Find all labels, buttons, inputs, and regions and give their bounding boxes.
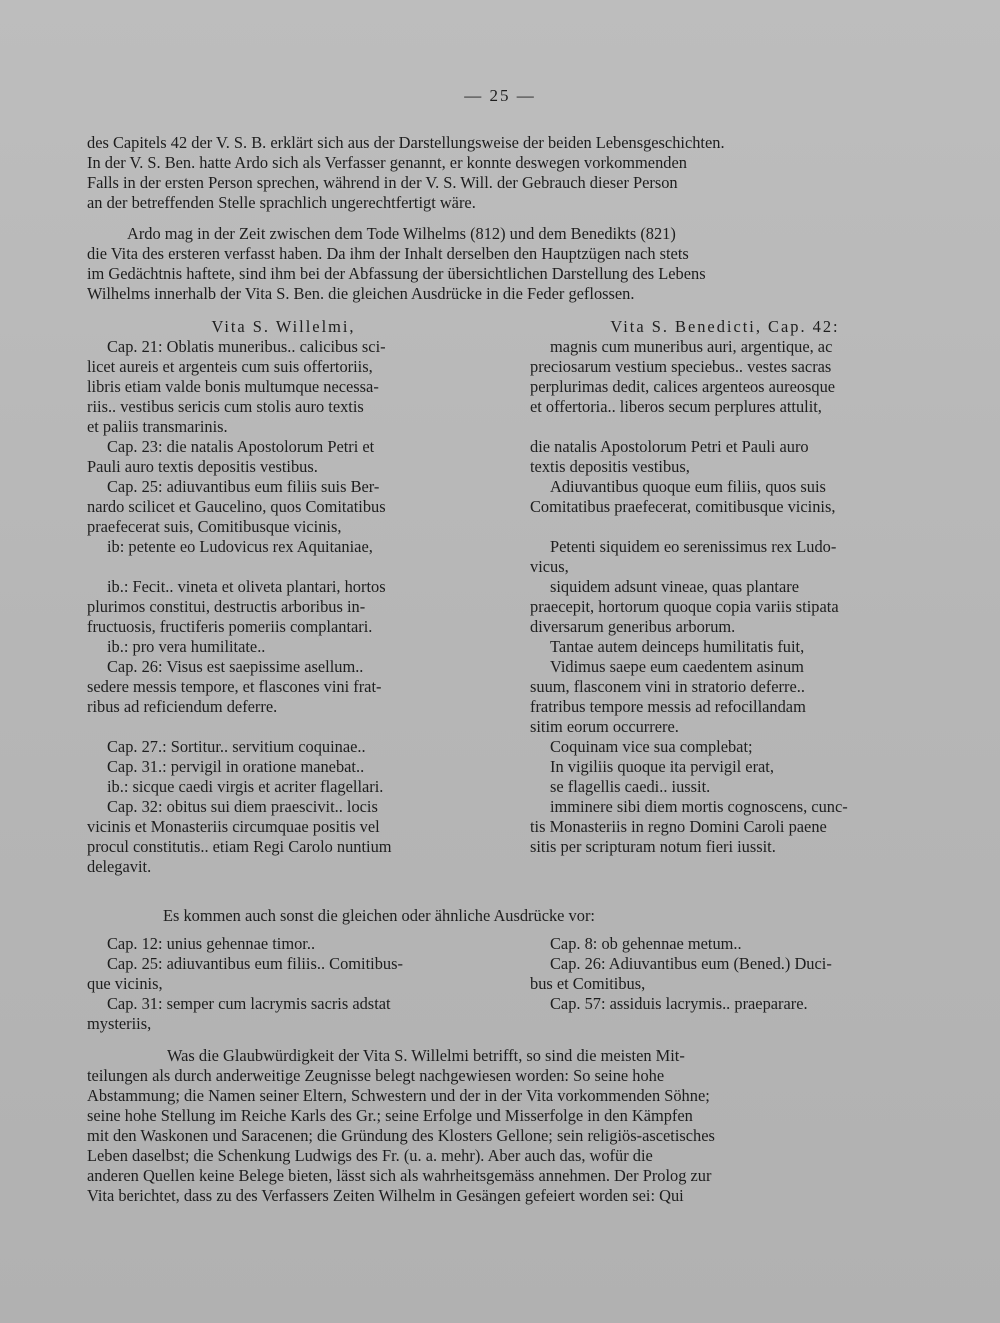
text-line: mit den Waskonen und Saracenen; die Gründung des Klosters Gellone; sein religiös-ascetisches xyxy=(87,1126,715,1145)
text-line: Adiuvantibus quoque eum filiis, quos suis xyxy=(550,477,826,496)
text-line: ib.: Fecit.. vineta et oliveta plantari, hortos xyxy=(107,577,386,596)
text-line: Cap. 27.: Sortitur.. servitium coquinae.. xyxy=(107,737,366,756)
text-line: ib.: sicque caedi virgis et acriter flagellari. xyxy=(107,777,384,796)
intro-paragraph-1 xyxy=(87,133,921,213)
blank-line xyxy=(87,557,480,577)
text-line: riis.. vestibus sericis cum stolis auro textis xyxy=(87,397,364,416)
transition-sentence: Es kommen auch sonst die gleichen oder ähnliche Ausdrücke vor: xyxy=(163,906,595,925)
text-line: plurimos constitui, destructis arboribus in- xyxy=(87,597,366,616)
text-line: fructuosis, fructiferis pomeriis complantari. xyxy=(87,617,373,636)
blank-line xyxy=(530,517,920,537)
text-line: Cap. 8: ob gehennae metum.. xyxy=(550,934,742,953)
text-line: licet aureis et argenteis cum suis offertoriis, xyxy=(87,357,373,376)
text-line: nardo scilicet et Gaucelino, quos Comitatibus xyxy=(87,497,386,516)
text-line: sitim eorum occurrere. xyxy=(530,717,679,736)
text-line: Abstammung; die Namen seiner Eltern, Schwestern und der in der Vita vorkommenden Söhne; xyxy=(87,1086,710,1105)
text-line: Was die Glaubwürdigkeit der Vita S. Willelmi betrifft, so sind die meisten Mit- xyxy=(167,1046,685,1065)
left-column-heading: Vita S. Willelmi, xyxy=(211,317,356,336)
right-column-vita-benedicti xyxy=(530,317,920,857)
text-line: Leben daselbst; die Schenkung Ludwigs des Fr. (u. a. mehr). Aber auch das, wofür die xyxy=(87,1146,653,1165)
text-line: ribus ad reficiendum deferre. xyxy=(87,697,278,716)
text-line: die Vita des ersteren verfasst haben. Da ihm der Inhalt derselben den Hauptzügen nach stets xyxy=(87,244,689,263)
text-line: diversarum generibus arborum. xyxy=(530,617,736,636)
text-line: Cap. 25: adiuvantibus eum filiis suis Ber- xyxy=(107,477,380,496)
text-line: teilungen als durch anderweitige Zeugnisse belegt nachgewiesen worden: So seine hohe xyxy=(87,1066,665,1085)
right-column-heading: Vita S. Benedicti, Cap. 42: xyxy=(610,317,840,336)
text-line: ib.: pro vera humilitate.. xyxy=(107,637,266,656)
text-line: anderen Quellen keine Belege bieten, lässt sich als wahrheitsgemäss annehmen. Der Prolog zur xyxy=(87,1166,712,1185)
text-line: seine hohe Stellung im Reiche Karls des Gr.; seine Erfolge und Misserfolge in den Kämpfen xyxy=(87,1106,693,1125)
text-line: Falls in der ersten Person sprechen, während in der V. S. Will. der Gebrauch dieser Person xyxy=(87,173,678,192)
text-line: die natalis Apostolorum Petri et Pauli auro xyxy=(530,437,809,456)
text-line: sitis per scripturam notum fieri iussit. xyxy=(530,837,776,856)
text-line: Vita berichtet, dass zu des Verfassers Zeiten Wilhelm in Gesängen gefeiert worden sei: Qui xyxy=(87,1186,684,1205)
text-line: des Capitels 42 der V. S. B. erklärt sich aus der Darstellungsweise der beiden Lebensgeschichten. xyxy=(87,133,725,152)
intro-paragraph-2 xyxy=(87,224,921,304)
text-line: an der betreffenden Stelle sprachlich ungerechtfertigt wäre. xyxy=(87,193,476,212)
text-line: Cap. 32: obitus sui diem praescivit.. locis xyxy=(107,797,378,816)
text-line: im Gedächtnis haftete, sind ihm bei der Abfassung der übersichtlichen Darstellung des Lebens xyxy=(87,264,706,283)
text-line: ib: petente eo Ludovicus rex Aquitaniae, xyxy=(107,537,373,556)
text-line: delegavit. xyxy=(87,857,152,876)
right-extra-citations xyxy=(530,934,920,1014)
text-line: magnis cum muneribus auri, argentique, ac xyxy=(550,337,833,356)
blank-line xyxy=(530,417,920,437)
text-line: bus et Comitibus, xyxy=(530,974,646,993)
text-line: Cap. 31.: pervigil in oratione manebat.. xyxy=(107,757,365,776)
text-line: praefecerat suis, Comitibusque vicinis, xyxy=(87,517,342,536)
text-line: fratribus tempore messis ad refocillandam xyxy=(530,697,806,716)
text-line: textis depositis vestibus, xyxy=(530,457,690,476)
text-line: Comitatibus praefecerat, comitibusque vicinis, xyxy=(530,497,836,516)
text-line: et offertoria.. liberos secum perplures attulit, xyxy=(530,397,822,416)
text-line: sedere messis tempore, et flascones vini frat- xyxy=(87,677,382,696)
page-number: — 25 — xyxy=(464,86,536,105)
text-line: imminere sibi diem mortis cognoscens, cunc- xyxy=(550,797,848,816)
blank-line xyxy=(87,717,480,737)
text-line: tis Monasteriis in regno Domini Caroli paene xyxy=(530,817,827,836)
text-line: suum, flasconem vini in stratorio deferre.. xyxy=(530,677,805,696)
text-line: Cap. 57: assiduis lacrymis.. praeparare. xyxy=(550,994,808,1013)
left-extra-citations xyxy=(87,934,480,1034)
text-line: Wilhelms innerhalb der Vita S. Ben. die gleichen Ausdrücke in die Feder geflossen. xyxy=(87,284,635,303)
text-line: Petenti siquidem eo serenissimus rex Ludo- xyxy=(550,537,837,556)
text-line: In vigiliis quoque ita pervigil erat, xyxy=(550,757,774,776)
text-line: et paliis transmarinis. xyxy=(87,417,228,436)
text-line: se flagellis caedi.. iussit. xyxy=(550,777,711,796)
left-column-vita-willelmi xyxy=(87,317,480,877)
text-line: siquidem adsunt vineae, quas plantare xyxy=(550,577,799,596)
text-line: Cap. 25: adiuvantibus eum filiis.. Comitibus- xyxy=(107,954,403,973)
text-line: Cap. 26: Visus est saepissime asellum.. xyxy=(107,657,364,676)
closing-paragraph xyxy=(87,1046,921,1206)
text-line: preciosarum vestium speciebus.. vestes sacras xyxy=(530,357,832,376)
text-line: vicus, xyxy=(530,557,569,576)
text-line: In der V. S. Ben. hatte Ardo sich als Verfasser genannt, er konnte deswegen vorkommenden xyxy=(87,153,687,172)
text-line: libris etiam valde bonis multumque necessa- xyxy=(87,377,379,396)
text-line: Pauli auro textis depositis vestibus. xyxy=(87,457,318,476)
text-line: procul constitutis.. etiam Regi Carolo nuntium xyxy=(87,837,392,856)
text-line: Tantae autem deinceps humilitatis fuit, xyxy=(550,637,805,656)
text-line: mysteriis, xyxy=(87,1014,152,1033)
text-line: Vidimus saepe eum caedentem asinum xyxy=(550,657,804,676)
text-line: praecepit, hortorum quoque copia variis stipata xyxy=(530,597,839,616)
text-line: Cap. 26: Adiuvantibus eum (Bened.) Duci- xyxy=(550,954,832,973)
text-line: Ardo mag in der Zeit zwischen dem Tode Wilhelms (812) und dem Benedikts (821) xyxy=(127,224,676,243)
text-line: Cap. 23: die natalis Apostolorum Petri et xyxy=(107,437,375,456)
text-line: Coquinam vice sua complebat; xyxy=(550,737,753,756)
text-line: perplurimas dedit, calices argenteos aureosque xyxy=(530,377,836,396)
text-line: Cap. 31: semper cum lacrymis sacris adstat xyxy=(107,994,391,1013)
text-line: que vicinis, xyxy=(87,974,163,993)
text-line: Cap. 21: Oblatis muneribus.. calicibus sci- xyxy=(107,337,386,356)
text-line: Cap. 12: unius gehennae timor.. xyxy=(107,934,316,953)
text-line: vicinis et Monasteriis circumquae positis vel xyxy=(87,817,380,836)
